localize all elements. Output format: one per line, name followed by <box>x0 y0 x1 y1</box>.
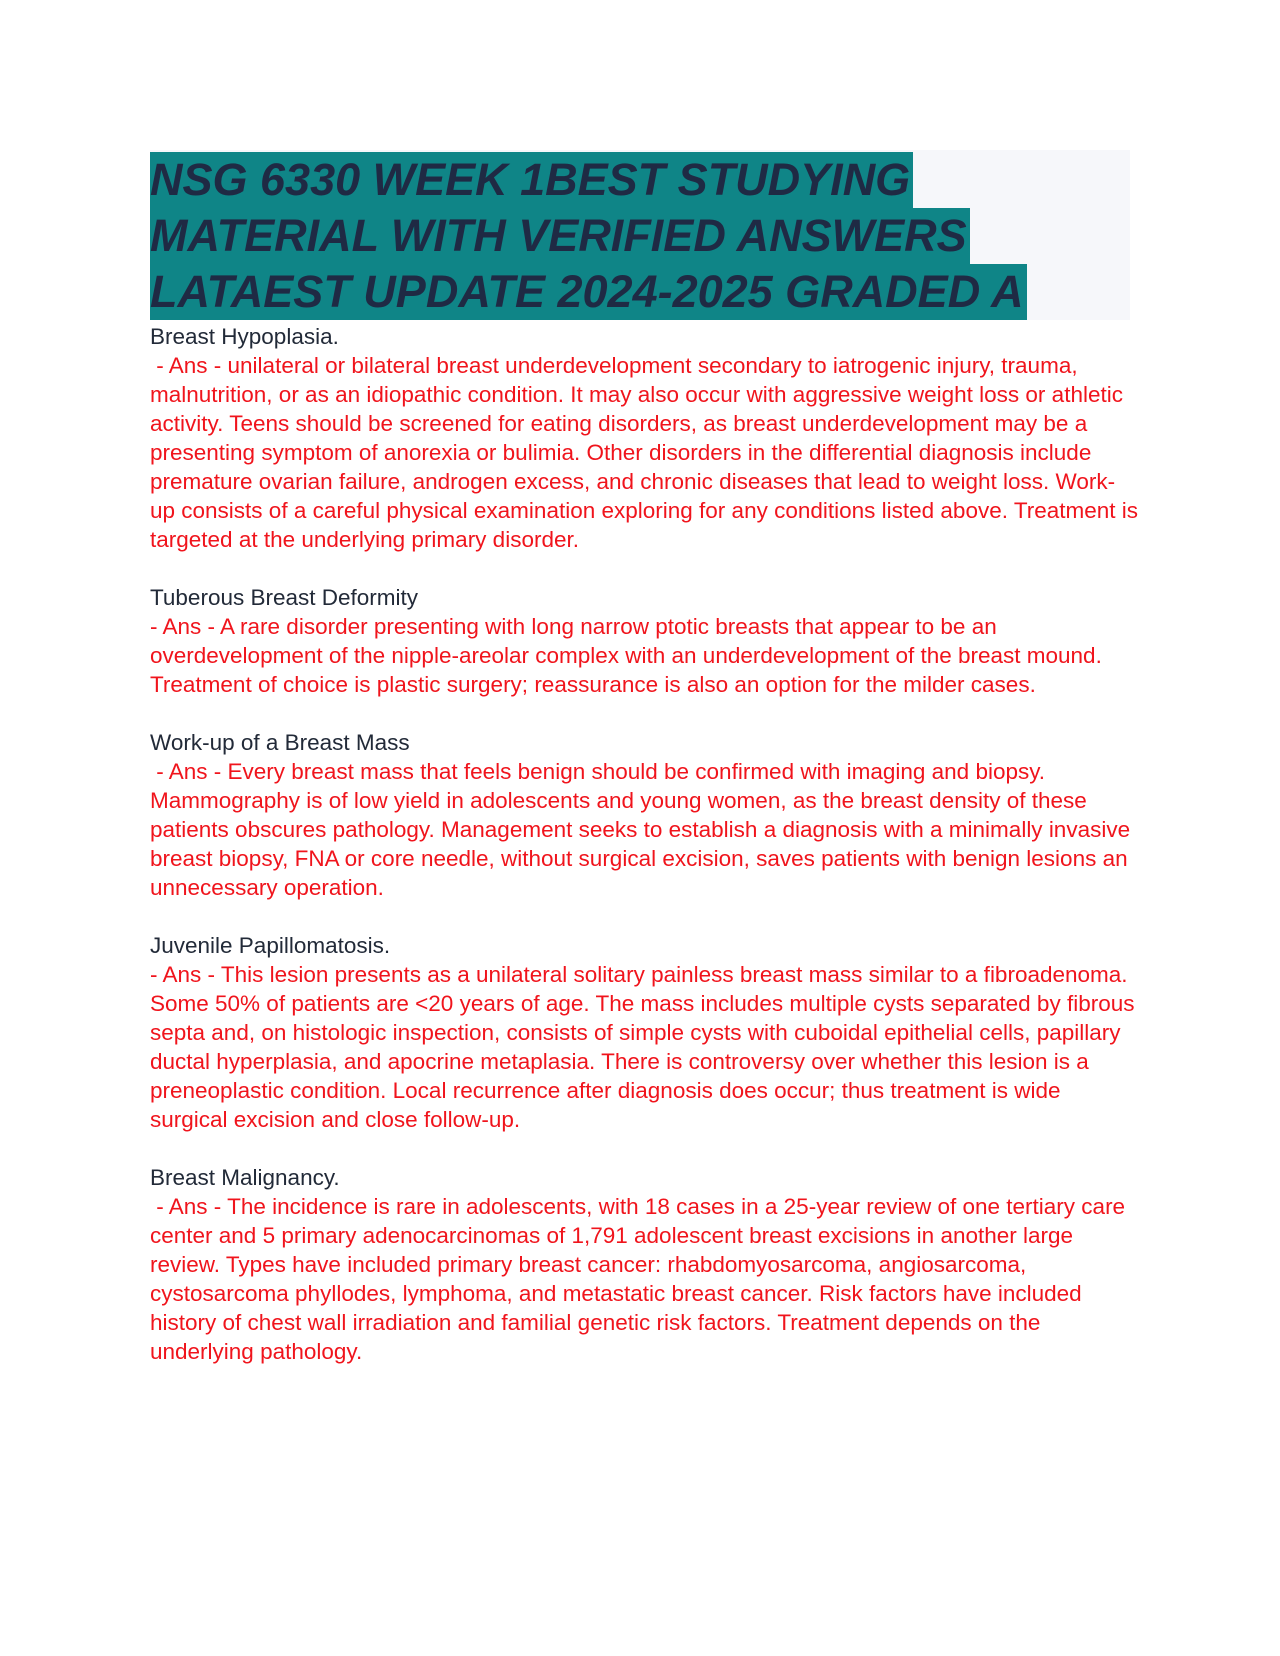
title-line-2-text: MATERIAL WITH VERIFIED ANSWERS <box>150 208 970 264</box>
qa-item <box>150 1163 1140 1366</box>
title-line-3 <box>150 264 1027 320</box>
answer-text: - Ans - A rare disorder presenting with long narrow ptotic breasts that appear to be an overdevelopment of the nipple-areolar complex with an underdevelopment of the breast mound. Treatment of choice is plastic surgery; reassurance is also an option for the milder cases. <box>150 614 1108 697</box>
qa-item <box>150 931 1140 1134</box>
answer-text: - Ans - Every breast mass that feels benign should be confirmed with imaging and biopsy. Mammography is of low yield in adolescents and young women, as the breast density of these patients obscures pathology. Management seeks to establish a diagnosis with a minimally invasive breast biopsy, FNA or core needle, without surgical excision, saves patients with benign lesions an unnecessary operation. <box>150 759 1137 900</box>
title-line-1 <box>150 152 913 208</box>
answer-text: - Ans - This lesion presents as a unilateral solitary painless breast mass similar to a fibroadenoma. Some 50% of patients are <20 years of age. The mass includes multiple cysts separated by fibrous septa and, on histologic inspection, consists of simple cysts with cuboidal epithelial cells, papillary ductal hyperplasia, and apocrine metaplasia. There is controversy over whether this lesion is a preneoplastic condition. Local recurrence after diagnosis does occur; thus treatment is wide surgical excision and close follow-up. <box>150 962 1141 1132</box>
title-line-2 <box>150 208 970 264</box>
question-text: Breast Hypoplasia. <box>150 324 339 349</box>
question-text: Work-up of a Breast Mass <box>150 730 410 755</box>
qa-item <box>150 583 1140 699</box>
answer-text: - Ans - The incidence is rare in adolescents, with 18 cases in a 25-year review of one tertiary care center and 5 primary adenocarcinomas of 1,791 adolescent breast excisions in another large review. Types have included primary breast cancer: rhabdomyosarcoma, angiosarcoma, cystosarcoma phyllodes, lymphoma, and metastatic breast cancer. Risk factors have included history of chest wall irradiation and familial genetic risk factors. Treatment depends on the underlying pathology. <box>150 1194 1132 1364</box>
question-text: Breast Malignancy. <box>150 1165 340 1190</box>
qa-list <box>150 322 1145 1395</box>
qa-item <box>150 322 1145 554</box>
answer-text: - Ans - unilateral or bilateral breast underdevelopment secondary to iatrogenic injury, trauma, malnutrition, or as an idiopathic condition. It may also occur with aggressive weight loss or athletic activity. Teens should be screened for eating disorders, as breast underdevelopment may be a presenting symptom of anorexia or bulimia. Other disorders in the differential diagnosis include premature ovarian failure, androgen excess, and chronic diseases that lead to weight loss. Work-up consists of a careful physical examination exploring for any conditions listed above. Treatment is targeted at the underlying primary disorder. <box>150 353 1145 552</box>
question-text: Tuberous Breast Deformity <box>150 585 419 610</box>
qa-item <box>150 728 1140 902</box>
title-block <box>150 150 1130 320</box>
title-line-3-text: LATAEST UPDATE 2024-2025 GRADED A <box>150 264 1027 320</box>
title-line-1-text: NSG 6330 WEEK 1BEST STUDYING <box>150 152 913 208</box>
question-text: Juvenile Papillomatosis. <box>150 933 391 958</box>
